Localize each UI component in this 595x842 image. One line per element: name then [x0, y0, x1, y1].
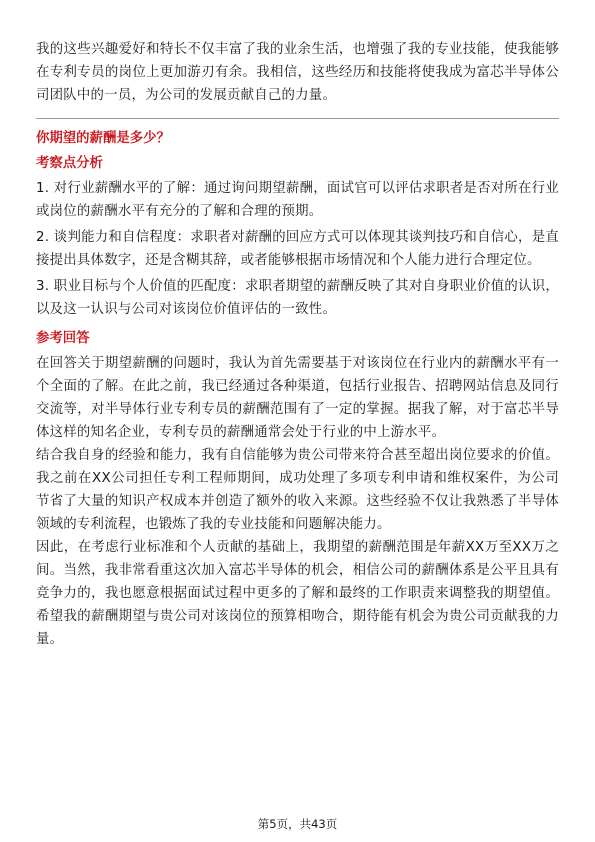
intro-paragraph: 我的这些兴趣爱好和特长不仅丰富了我的业余生活，也增强了我的专业技能，使我能够在专利专员的岗位上更加游刃有余。我相信，这些经历和技能将使我成为富芯半导体公司团队中的一员，为公司的发展贡献自己的力量。	[36, 42, 559, 103]
page-number: 第5页，共43页	[257, 817, 338, 831]
answer-paragraph: 因此，在考虑行业标准和个人贡献的基础上，我期望的薪酬范围是年薪XX万至XX万之间。当然，我非常看重这次加入富芯半导体的机会，相信公司的薪酬体系是公平且具有竞争力的，我也愿意根据面试过程中更多的了解和最终的工作职责来调整我的期望值。希望我的薪酬期望与贵公司对该岗位的预算相吻合，期待能有机会为贵公司贡献我的力量。	[36, 540, 559, 647]
analysis-heading: 考察点分析	[36, 156, 103, 171]
answer-heading: 参考回答	[36, 331, 90, 346]
analysis-item: 3. 职业目标与个人价值的匹配度：求职者期望的薪酬反映了其对自身职业价值的认识，以及这一认识与公司对该岗位价值评估的一致性。	[36, 279, 559, 317]
question-title: 你期望的薪酬是多少？	[36, 131, 170, 146]
section-divider	[36, 118, 559, 119]
page-content	[36, 38, 559, 651]
analysis-item: 2. 谈判能力和自信程度：求职者对薪酬的回应方式可以体现其谈判技巧和自信心，是直接提出具体数字，还是含糊其辞，或者能够根据市场情况和个人能力进行合理定位。	[36, 230, 559, 268]
answer-paragraph: 在回答关于期望薪酬的问题时，我认为首先需要基于对该岗位在行业内的薪酬水平有一个全面的了解。在此之前，我已经通过各种渠道，包括行业报告、招聘网站信息及同行交流等，对半导体行业专利专员的薪酬范围有了一定的掌握。据我了解，对于富芯半导体这样的知名企业，专利专员的薪酬通常会处于行业的中上游水平。	[36, 356, 559, 440]
answer-paragraph: 结合我自身的经验和能力，我有自信能够为贵公司带来符合甚至超出岗位要求的价值。我之前在XX公司担任专利工程师期间，成功处理了多项专利申请和维权案件，为公司节省了大量的知识产权成本并创造了额外的收入来源。这些经验不仅让我熟悉了半导体领域的专利流程，也锻炼了我的专业技能和问题解决能力。	[36, 448, 559, 532]
analysis-item: 1. 对行业薪酬水平的了解：通过询问期望薪酬，面试官可以评估求职者是否对所在行业或岗位的薪酬水平有充分的了解和合理的预期。	[36, 181, 559, 219]
